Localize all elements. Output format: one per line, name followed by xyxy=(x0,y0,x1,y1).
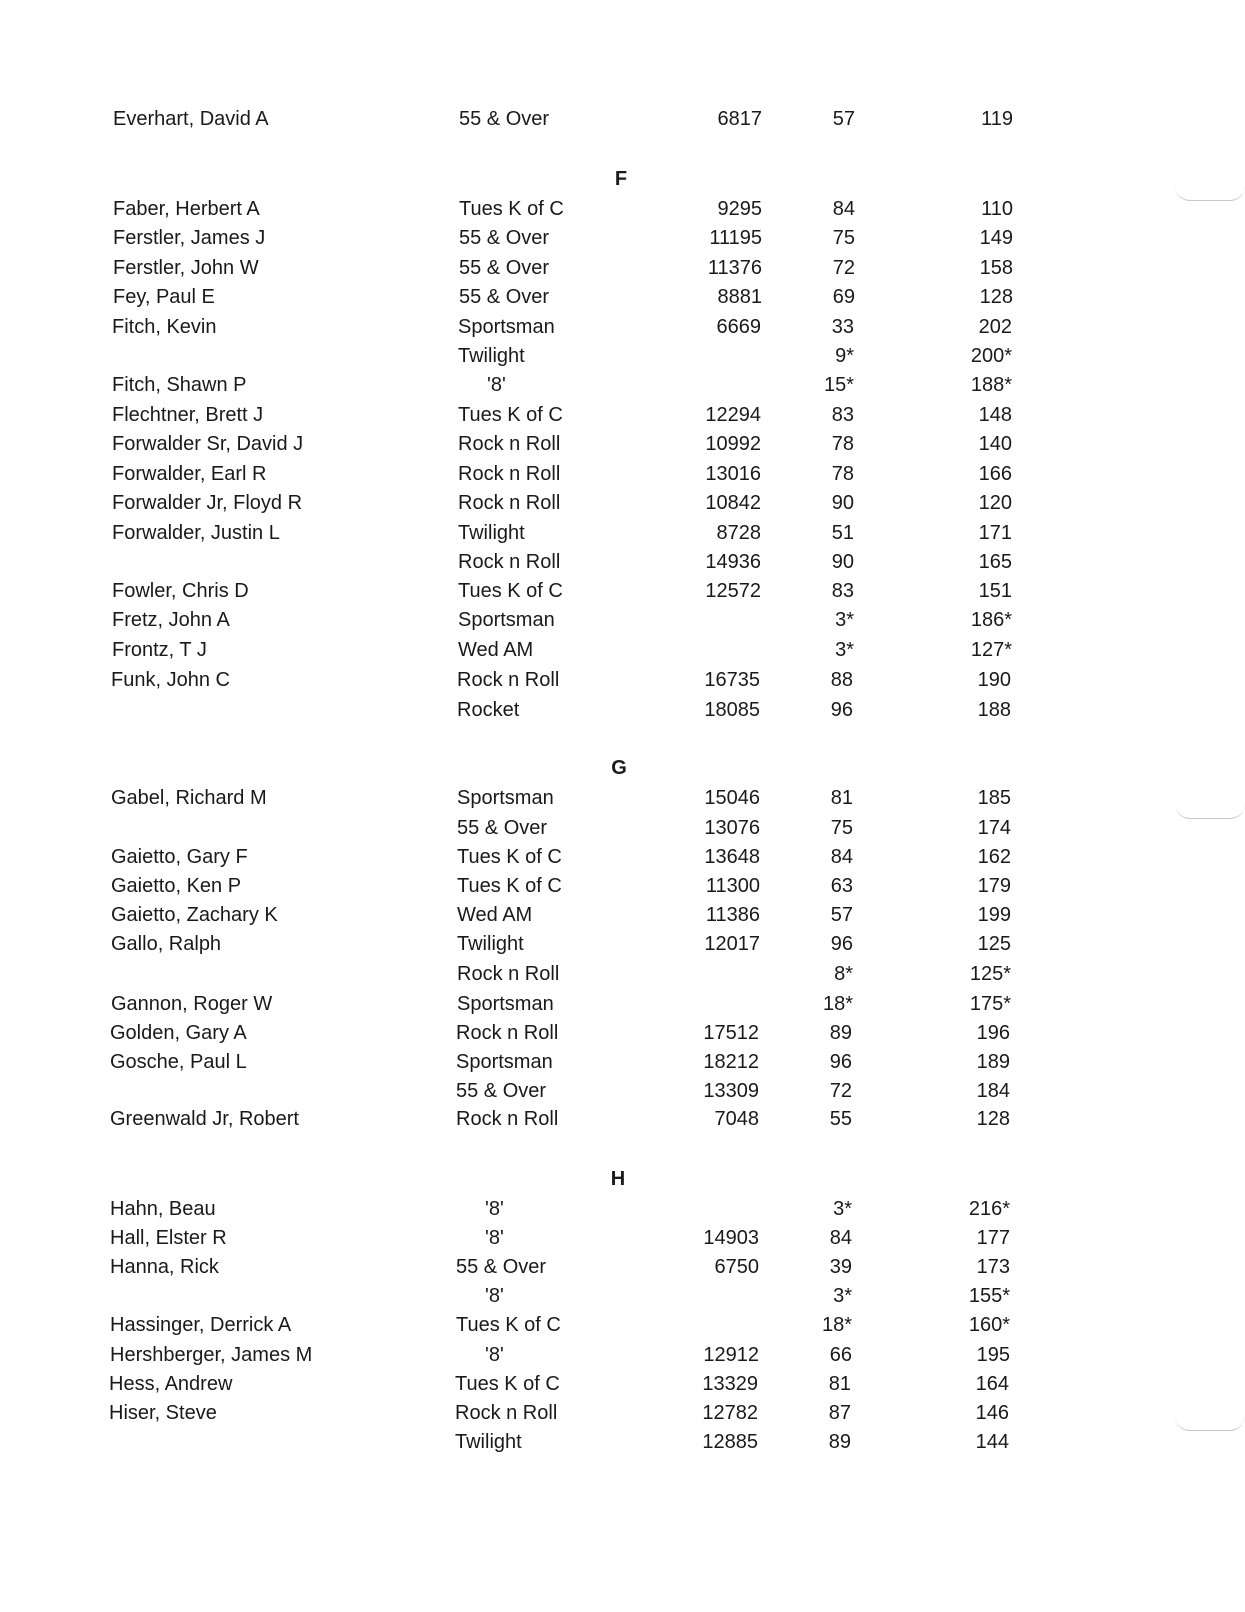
league-name: Tues K of C xyxy=(455,1373,560,1395)
player-row xyxy=(0,607,1244,633)
player-name: Faber, Herbert A xyxy=(113,198,260,220)
league-name: Tues K of C xyxy=(458,580,563,602)
average-score: 216* xyxy=(968,1198,1010,1220)
total-pins: 13329 xyxy=(702,1373,758,1395)
games-count: 81 xyxy=(828,1373,851,1395)
league-name: '8' xyxy=(487,374,506,396)
average-score: 160* xyxy=(968,1314,1010,1336)
player-row xyxy=(0,106,1245,132)
player-row xyxy=(0,1106,1242,1132)
league-name: Rock n Roll xyxy=(458,492,561,514)
games-count: 84 xyxy=(829,1227,852,1249)
total-pins: 8881 xyxy=(717,286,762,308)
league-name: Rock n Roll xyxy=(458,433,561,455)
games-count: 90 xyxy=(831,551,854,573)
player-row xyxy=(0,549,1244,575)
league-name: Rock n Roll xyxy=(456,1108,559,1130)
games-count: 83 xyxy=(831,580,854,602)
league-name: Twilight xyxy=(458,345,525,367)
player-row xyxy=(0,844,1243,870)
average-score: 195 xyxy=(976,1344,1010,1366)
games-count: 51 xyxy=(831,522,854,544)
games-count: 96 xyxy=(829,1051,852,1073)
total-pins: 17512 xyxy=(703,1022,759,1044)
player-name: Hess, Andrew xyxy=(109,1373,233,1395)
player-row xyxy=(0,667,1243,693)
average-score: 148 xyxy=(978,404,1012,426)
total-pins: 10842 xyxy=(705,492,761,514)
average-score: 190 xyxy=(977,669,1011,691)
player-row xyxy=(0,991,1243,1017)
average-score: 179 xyxy=(977,875,1011,897)
league-name: Sportsman xyxy=(457,787,554,809)
player-name: Flechtner, Brett J xyxy=(112,404,264,426)
games-count: 39 xyxy=(829,1256,852,1278)
league-name: 55 & Over xyxy=(459,108,550,130)
games-count: 81 xyxy=(830,787,853,809)
average-score: 202 xyxy=(978,316,1012,338)
average-score: 171 xyxy=(978,522,1012,544)
league-name: 55 & Over xyxy=(459,257,550,279)
games-count: 57 xyxy=(830,904,853,926)
total-pins: 14903 xyxy=(703,1227,759,1249)
player-row xyxy=(0,785,1243,811)
league-name: '8' xyxy=(485,1227,504,1249)
league-name: Tues K of C xyxy=(457,846,562,868)
player-row xyxy=(0,490,1244,516)
total-pins: 11376 xyxy=(707,257,762,279)
player-name: Forwalder Jr, Floyd R xyxy=(112,492,303,514)
player-name: Gallo, Ralph xyxy=(111,933,222,955)
average-score: 184 xyxy=(976,1080,1010,1102)
average-score: 146 xyxy=(975,1402,1009,1424)
total-pins: 12294 xyxy=(705,404,761,426)
total-pins: 11195 xyxy=(709,227,762,249)
league-name: 55 & Over xyxy=(459,227,550,249)
league-name: 55 & Over xyxy=(457,817,548,839)
league-name: '8' xyxy=(485,1198,504,1220)
league-name: 55 & Over xyxy=(456,1256,547,1278)
player-row xyxy=(0,314,1244,340)
player-row xyxy=(0,1254,1242,1280)
league-name: Rock n Roll xyxy=(458,463,561,485)
player-row xyxy=(0,1049,1242,1075)
player-row xyxy=(0,1312,1242,1338)
games-count: 55 xyxy=(829,1108,852,1130)
games-count: 3* xyxy=(833,1285,852,1307)
total-pins: 10992 xyxy=(705,433,761,455)
total-pins: 12885 xyxy=(702,1431,758,1453)
games-count: 8* xyxy=(834,963,853,985)
average-score: 140 xyxy=(978,433,1012,455)
games-count: 15* xyxy=(823,374,854,396)
player-name: Forwalder Sr, David J xyxy=(112,433,304,455)
games-count: 9* xyxy=(835,345,854,367)
league-name: Rock n Roll xyxy=(457,669,560,691)
average-score: 125 xyxy=(977,933,1011,955)
player-name: Hahn, Beau xyxy=(110,1198,216,1220)
player-row xyxy=(0,1283,1242,1309)
league-name: Sportsman xyxy=(458,316,555,338)
average-score: 175* xyxy=(969,993,1011,1015)
total-pins: 16735 xyxy=(704,669,760,691)
average-score: 119 xyxy=(981,108,1013,130)
section-letter: G xyxy=(611,757,627,779)
player-row xyxy=(0,1078,1242,1104)
average-score: 185 xyxy=(977,787,1011,809)
games-count: 72 xyxy=(829,1080,852,1102)
total-pins: 15046 xyxy=(704,787,760,809)
average-score: 188* xyxy=(970,374,1012,396)
average-score: 144 xyxy=(975,1431,1009,1453)
games-count: 75 xyxy=(830,817,853,839)
games-count: 63 xyxy=(830,875,853,897)
player-row xyxy=(0,1429,1241,1455)
games-count: 84 xyxy=(830,846,853,868)
games-count: 75 xyxy=(832,227,855,249)
average-score: 155* xyxy=(968,1285,1010,1307)
player-name: Hassinger, Derrick A xyxy=(110,1314,292,1336)
average-score: 110 xyxy=(981,198,1013,220)
player-row xyxy=(0,931,1243,957)
games-count: 89 xyxy=(829,1022,852,1044)
player-row xyxy=(0,343,1244,369)
games-count: 88 xyxy=(830,669,853,691)
player-row xyxy=(0,1400,1241,1426)
league-name: Twilight xyxy=(457,933,524,955)
games-count: 57 xyxy=(832,108,855,130)
player-name: Gannon, Roger W xyxy=(111,993,273,1015)
league-name: Rock n Roll xyxy=(458,551,561,573)
average-score: 120 xyxy=(978,492,1012,514)
player-name: Greenwald Jr, Robert xyxy=(110,1108,299,1130)
games-count: 72 xyxy=(832,257,855,279)
total-pins: 9295 xyxy=(717,198,762,220)
player-row xyxy=(0,225,1245,251)
games-count: 96 xyxy=(830,699,853,721)
player-name: Everhart, David A xyxy=(113,108,269,130)
player-row xyxy=(0,697,1243,723)
average-score: 125* xyxy=(969,963,1011,985)
section-letter: F xyxy=(614,168,628,190)
player-row xyxy=(0,196,1245,222)
player-name: Gaietto, Zachary K xyxy=(111,904,278,926)
player-name: Gabel, Richard M xyxy=(111,787,267,809)
league-name: 55 & Over xyxy=(456,1080,547,1102)
total-pins: 13016 xyxy=(705,463,761,485)
league-name: Wed AM xyxy=(458,639,534,661)
total-pins: 6817 xyxy=(717,108,762,130)
league-name: '8' xyxy=(485,1285,504,1307)
total-pins: 7048 xyxy=(714,1108,759,1130)
player-name: Forwalder, Earl R xyxy=(112,463,267,485)
total-pins: 13648 xyxy=(704,846,760,868)
league-name: Tues K of C xyxy=(457,875,562,897)
games-count: 3* xyxy=(835,639,854,661)
player-row xyxy=(0,520,1244,546)
games-count: 87 xyxy=(828,1402,851,1424)
total-pins: 11300 xyxy=(705,875,760,897)
league-name: Sportsman xyxy=(458,609,555,631)
average-score: 149 xyxy=(979,227,1013,249)
player-row xyxy=(0,431,1244,457)
player-name: Fey, Paul E xyxy=(113,286,215,308)
player-row xyxy=(0,637,1244,663)
total-pins: 18085 xyxy=(704,699,760,721)
league-name: 55 & Over xyxy=(459,286,550,308)
league-name: '8' xyxy=(485,1344,504,1366)
player-name: Hanna, Rick xyxy=(110,1256,219,1278)
games-count: 3* xyxy=(835,609,854,631)
player-name: Hiser, Steve xyxy=(109,1402,217,1424)
total-pins: 6750 xyxy=(714,1256,759,1278)
player-row xyxy=(0,284,1245,310)
player-name: Ferstler, John W xyxy=(113,257,259,279)
average-score: 165 xyxy=(978,551,1012,573)
player-name: Fowler, Chris D xyxy=(112,580,249,602)
games-count: 3* xyxy=(833,1198,852,1220)
games-count: 33 xyxy=(831,316,854,338)
player-name: Gosche, Paul L xyxy=(110,1051,247,1073)
player-row xyxy=(0,873,1243,899)
total-pins: 11386 xyxy=(705,904,760,926)
player-name: Funk, John C xyxy=(111,669,230,691)
games-count: 18* xyxy=(821,1314,852,1336)
player-row xyxy=(0,372,1244,398)
league-name: Rock n Roll xyxy=(456,1022,559,1044)
league-name: Wed AM xyxy=(457,904,533,926)
total-pins: 13076 xyxy=(704,817,760,839)
average-score: 162 xyxy=(977,846,1011,868)
average-score: 128 xyxy=(979,286,1013,308)
average-score: 196 xyxy=(976,1022,1010,1044)
player-row xyxy=(0,578,1244,604)
player-name: Golden, Gary A xyxy=(110,1022,247,1044)
total-pins: 12782 xyxy=(702,1402,758,1424)
player-name: Fretz, John A xyxy=(112,609,230,631)
league-name: Tues K of C xyxy=(459,198,564,220)
league-name: Rocket xyxy=(457,699,520,721)
games-count: 78 xyxy=(831,433,854,455)
league-name: Tues K of C xyxy=(456,1314,561,1336)
average-score: 189 xyxy=(976,1051,1010,1073)
player-name: Hershberger, James M xyxy=(110,1344,313,1366)
average-score: 151 xyxy=(978,580,1012,602)
total-pins: 12912 xyxy=(703,1344,759,1366)
games-count: 84 xyxy=(832,198,855,220)
average-score: 186* xyxy=(970,609,1012,631)
league-name: Twilight xyxy=(455,1431,522,1453)
player-row xyxy=(0,255,1245,281)
games-count: 78 xyxy=(831,463,854,485)
average-score: 188 xyxy=(977,699,1011,721)
average-score: 127* xyxy=(970,639,1012,661)
games-count: 18* xyxy=(822,993,853,1015)
player-row xyxy=(0,1342,1242,1368)
player-row xyxy=(0,1196,1242,1222)
player-name: Forwalder, Justin L xyxy=(112,522,280,544)
average-score: 199 xyxy=(977,904,1011,926)
average-score: 174 xyxy=(977,817,1011,839)
total-pins: 12572 xyxy=(705,580,761,602)
section-letter: H xyxy=(610,1168,626,1190)
player-row xyxy=(0,902,1243,928)
player-name: Gaietto, Ken P xyxy=(111,875,242,897)
league-name: Sportsman xyxy=(457,993,554,1015)
total-pins: 14936 xyxy=(705,551,761,573)
total-pins: 13309 xyxy=(703,1080,759,1102)
player-name: Hall, Elster R xyxy=(110,1227,227,1249)
player-row xyxy=(0,1371,1241,1397)
player-name: Gaietto, Gary F xyxy=(111,846,248,868)
league-name: Rock n Roll xyxy=(457,963,560,985)
games-count: 89 xyxy=(828,1431,851,1453)
average-score: 158 xyxy=(979,257,1013,279)
player-row xyxy=(0,402,1244,428)
total-pins: 18212 xyxy=(703,1051,759,1073)
average-score: 128 xyxy=(976,1108,1010,1130)
league-name: Twilight xyxy=(458,522,525,544)
league-name: Sportsman xyxy=(456,1051,553,1073)
games-count: 90 xyxy=(831,492,854,514)
player-row xyxy=(0,961,1243,987)
average-score: 164 xyxy=(975,1373,1009,1395)
league-name: Rock n Roll xyxy=(455,1402,558,1424)
games-count: 69 xyxy=(832,286,855,308)
player-row xyxy=(0,815,1243,841)
games-count: 66 xyxy=(829,1344,852,1366)
average-score: 166 xyxy=(978,463,1012,485)
player-row xyxy=(0,461,1244,487)
player-row xyxy=(0,1020,1242,1046)
average-score: 200* xyxy=(970,345,1012,367)
player-name: Fitch, Kevin xyxy=(112,316,217,338)
league-name: Tues K of C xyxy=(458,404,563,426)
player-name: Frontz, T J xyxy=(112,639,207,661)
player-row xyxy=(0,1225,1242,1251)
total-pins: 6669 xyxy=(716,316,761,338)
total-pins: 8728 xyxy=(716,522,761,544)
total-pins: 12017 xyxy=(704,933,760,955)
average-score: 173 xyxy=(976,1256,1010,1278)
games-count: 83 xyxy=(831,404,854,426)
player-name: Fitch, Shawn P xyxy=(112,374,247,396)
average-score: 177 xyxy=(976,1227,1010,1249)
games-count: 96 xyxy=(830,933,853,955)
player-name: Ferstler, James J xyxy=(113,227,266,249)
